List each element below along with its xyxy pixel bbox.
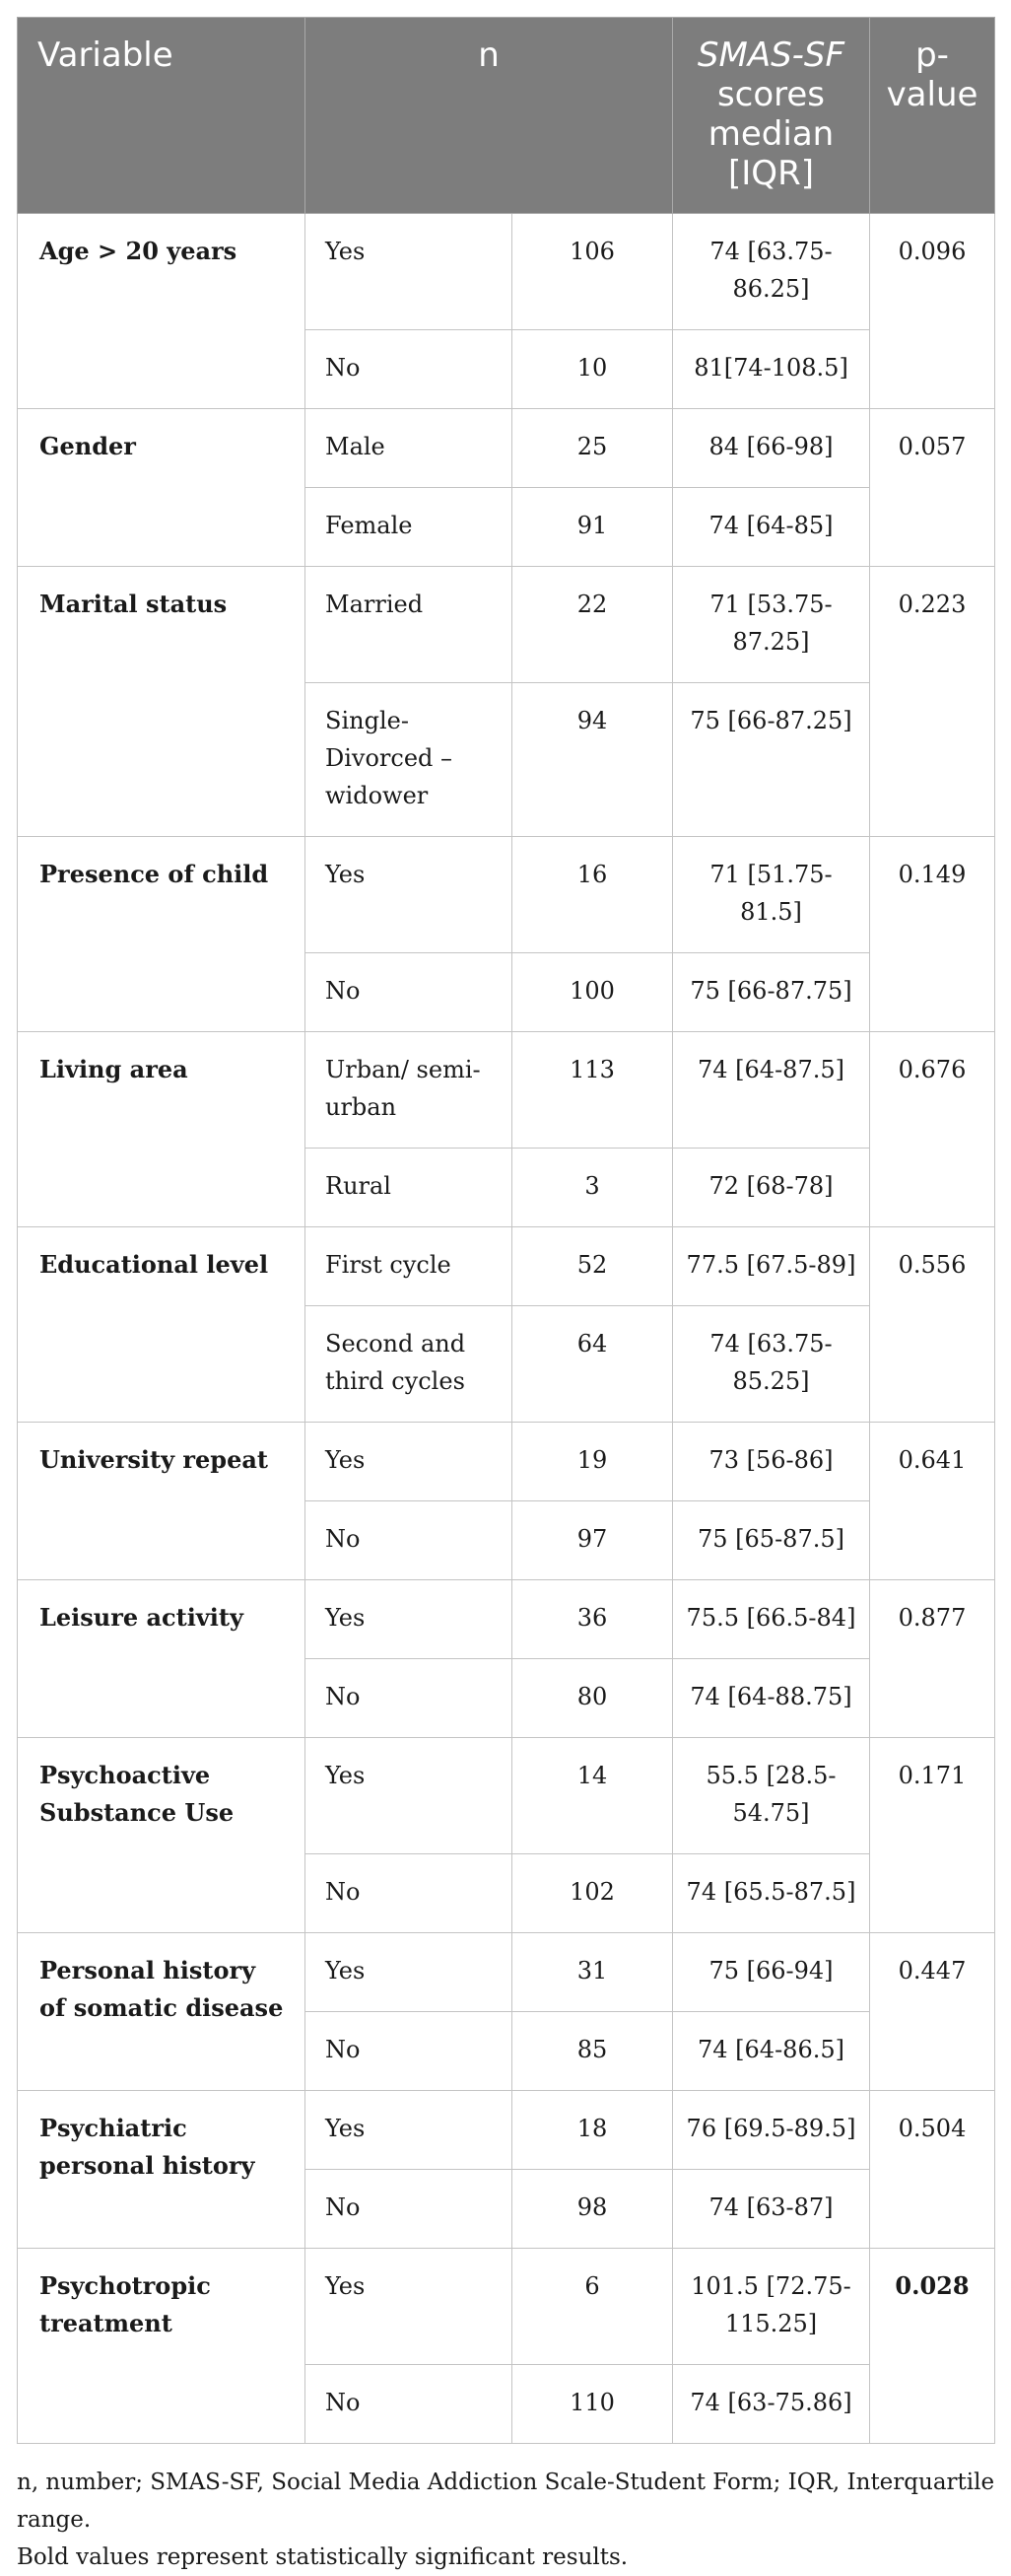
table-row	[18, 1580, 995, 1659]
variable-cell: Presence of child	[18, 837, 305, 1032]
header-score-line3: median	[708, 114, 835, 154]
score-cell: 101.5 [72.75-115.25]	[673, 2249, 870, 2365]
variable-cell: University repeat	[18, 1423, 305, 1580]
count-cell: 64	[512, 1306, 673, 1423]
table-row	[18, 1423, 995, 1501]
count-cell: 80	[512, 1659, 673, 1738]
level-cell: Yes	[305, 1580, 512, 1659]
pvalue-cell: 0.504	[870, 2091, 995, 2249]
score-cell: 75.5 [66.5-84]	[673, 1580, 870, 1659]
count-cell: 113	[512, 1032, 673, 1149]
count-cell: 3	[512, 1149, 673, 1227]
level-cell: Yes	[305, 1933, 512, 2012]
level-cell: Yes	[305, 2091, 512, 2170]
score-cell: 74 [64-85]	[673, 488, 870, 567]
count-cell: 25	[512, 409, 673, 488]
table-body	[18, 214, 995, 2444]
score-cell: 74 [64-86.5]	[673, 2012, 870, 2091]
score-cell: 75 [65-87.5]	[673, 1501, 870, 1580]
score-cell: 71 [53.75-87.25]	[673, 567, 870, 683]
variable-cell: Psychoactive Substance Use	[18, 1738, 305, 1933]
count-cell: 10	[512, 330, 673, 409]
header-score-line4: [IQR]	[728, 154, 814, 193]
count-cell: 110	[512, 2365, 673, 2444]
level-cell: No	[305, 330, 512, 409]
pvalue-cell: 0.641	[870, 1423, 995, 1580]
level-cell: Yes	[305, 2249, 512, 2365]
score-cell: 76 [69.5-89.5]	[673, 2091, 870, 2170]
level-cell: Female	[305, 488, 512, 567]
level-cell: First cycle	[305, 1227, 512, 1306]
variable-cell: Age > 20 years	[18, 214, 305, 409]
score-cell: 55.5 [28.5-54.75]	[673, 1738, 870, 1854]
table-row	[18, 1933, 995, 2012]
count-cell: 98	[512, 2170, 673, 2249]
count-cell: 36	[512, 1580, 673, 1659]
table-footnote	[17, 2464, 1002, 2576]
score-cell: 84 [66-98]	[673, 409, 870, 488]
level-cell: Urban/ semi-urban	[305, 1032, 512, 1149]
level-cell: Yes	[305, 1423, 512, 1501]
count-cell: 31	[512, 1933, 673, 2012]
level-cell: Rural	[305, 1149, 512, 1227]
header-variable: Variable	[18, 18, 305, 214]
count-cell: 94	[512, 683, 673, 837]
variable-cell: Educational level	[18, 1227, 305, 1423]
pvalue-cell: 0.223	[870, 567, 995, 837]
level-cell: No	[305, 1501, 512, 1580]
count-cell: 91	[512, 488, 673, 567]
header-row	[18, 18, 995, 214]
score-cell: 77.5 [67.5-89]	[673, 1227, 870, 1306]
score-cell: 74 [63.75-85.25]	[673, 1306, 870, 1423]
level-cell: Single-Divorced –widower	[305, 683, 512, 837]
results-table	[17, 17, 995, 2444]
header-pvalue: p-value	[870, 18, 995, 214]
variable-cell: Living area	[18, 1032, 305, 1227]
level-cell: Male	[305, 409, 512, 488]
level-cell: No	[305, 1659, 512, 1738]
table-row	[18, 2249, 995, 2365]
table-row	[18, 1738, 995, 1854]
count-cell: 14	[512, 1738, 673, 1854]
score-cell: 74 [65.5-87.5]	[673, 1854, 870, 1933]
score-cell: 75 [66-94]	[673, 1933, 870, 2012]
count-cell: 102	[512, 1854, 673, 1933]
pvalue-cell: 0.676	[870, 1032, 995, 1227]
pvalue-cell: 0.556	[870, 1227, 995, 1423]
level-cell: Yes	[305, 214, 512, 330]
pvalue-cell: 0.057	[870, 409, 995, 567]
score-cell: 75 [66-87.25]	[673, 683, 870, 837]
variable-cell: Psychotropic treatment	[18, 2249, 305, 2444]
table-row	[18, 2091, 995, 2170]
pvalue-cell: 0.149	[870, 837, 995, 1032]
table-row	[18, 567, 995, 683]
count-cell: 106	[512, 214, 673, 330]
level-cell: Second and third cycles	[305, 1306, 512, 1423]
score-cell: 74 [64-88.75]	[673, 1659, 870, 1738]
level-cell: Married	[305, 567, 512, 683]
count-cell: 6	[512, 2249, 673, 2365]
header-n: n	[305, 18, 673, 214]
variable-cell: Marital status	[18, 567, 305, 837]
score-cell: 74 [64-87.5]	[673, 1032, 870, 1149]
table-row	[18, 837, 995, 953]
count-cell: 16	[512, 837, 673, 953]
score-cell: 73 [56-86]	[673, 1423, 870, 1501]
footnote-bold-note: Bold values represent statistically significant results.	[17, 2544, 629, 2570]
count-cell: 85	[512, 2012, 673, 2091]
count-cell: 52	[512, 1227, 673, 1306]
table-row	[18, 1032, 995, 1149]
score-cell: 74 [63-75.86]	[673, 2365, 870, 2444]
score-cell: 74 [63.75-86.25]	[673, 214, 870, 330]
count-cell: 18	[512, 2091, 673, 2170]
level-cell: No	[305, 2012, 512, 2091]
count-cell: 97	[512, 1501, 673, 1580]
pvalue-cell: 0.096	[870, 214, 995, 409]
level-cell: No	[305, 2365, 512, 2444]
pvalue-cell: 0.028	[870, 2249, 995, 2444]
score-cell: 72 [68-78]	[673, 1149, 870, 1227]
level-cell: Yes	[305, 837, 512, 953]
variable-cell: Personal history of somatic disease	[18, 1933, 305, 2091]
table-container	[17, 17, 994, 2576]
table-row	[18, 1227, 995, 1306]
level-cell: Yes	[305, 1738, 512, 1854]
score-cell: 81[74-108.5]	[673, 330, 870, 409]
pvalue-cell: 0.171	[870, 1738, 995, 1933]
level-cell: No	[305, 953, 512, 1032]
count-cell: 19	[512, 1423, 673, 1501]
score-cell: 75 [66-87.75]	[673, 953, 870, 1032]
table-row	[18, 214, 995, 330]
score-cell: 74 [63-87]	[673, 2170, 870, 2249]
header-score	[673, 18, 870, 214]
score-cell: 71 [51.75-81.5]	[673, 837, 870, 953]
header-score-scale: SMAS-SF	[697, 35, 845, 75]
pvalue-cell: 0.877	[870, 1580, 995, 1738]
variable-cell: Psychiatric personal history	[18, 2091, 305, 2249]
count-cell: 22	[512, 567, 673, 683]
footnote-abbreviations: n, number; SMAS-SF, Social Media Addiction Scale-Student Form; IQR, Interquartile range.	[17, 2470, 995, 2533]
variable-cell: Gender	[18, 409, 305, 567]
level-cell: No	[305, 2170, 512, 2249]
table-row	[18, 409, 995, 488]
header-score-line2: scores	[716, 75, 826, 114]
variable-cell: Leisure activity	[18, 1580, 305, 1738]
count-cell: 100	[512, 953, 673, 1032]
level-cell: No	[305, 1854, 512, 1933]
pvalue-cell: 0.447	[870, 1933, 995, 2091]
